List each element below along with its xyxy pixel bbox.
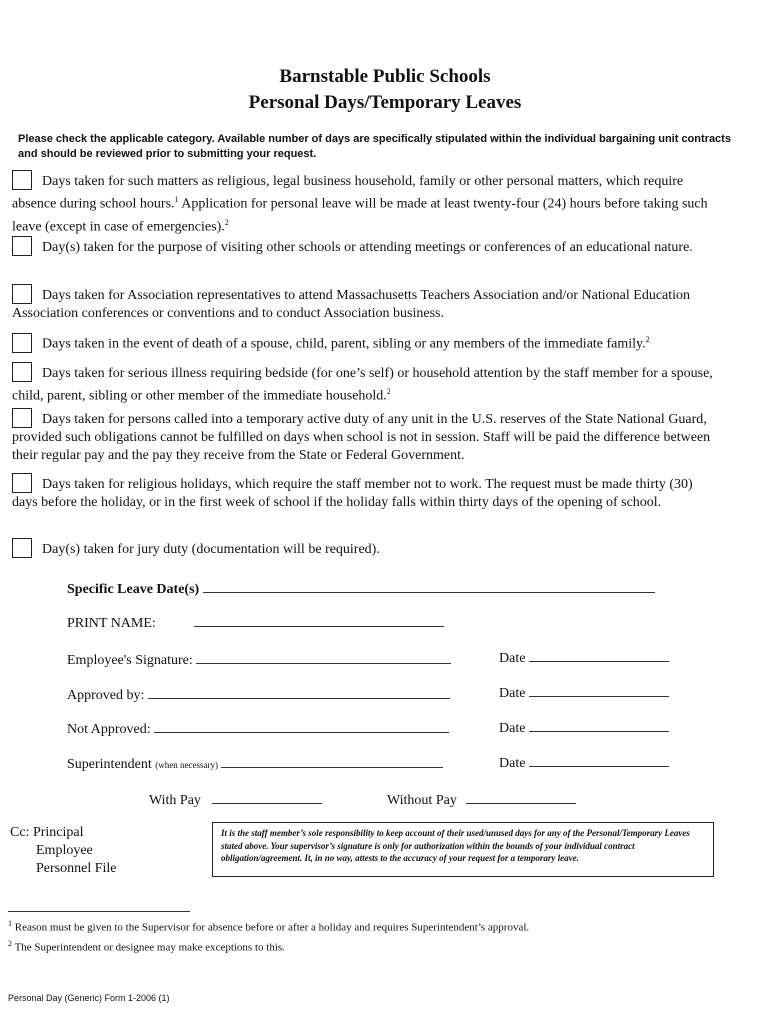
superintendent-input[interactable]	[221, 753, 443, 768]
checkbox-association[interactable]	[12, 284, 32, 304]
with-pay-row	[149, 789, 322, 809]
responsibility-notice: It is the staff member’s sole responsibility to keep account of their used/unused days for any of the Personal/Temporary Leaves stated above. Your supervisor’s signature is only for authorization within the bounds of your individual contract obligation/agreement. It, in no way, attests to the accuracy of your request for a temporary leave.	[212, 822, 714, 877]
not-approved-input[interactable]	[154, 718, 449, 733]
employee-signature-input[interactable]	[196, 649, 451, 664]
when-necessary-note: (when necessary)	[155, 760, 218, 770]
employee-date-label: Date	[499, 651, 526, 666]
print-name-row	[67, 612, 444, 632]
superintendent-row	[67, 753, 443, 773]
form-id: Personal Day (Generic) Form 1-2006 (1)	[8, 993, 170, 1003]
not-approved-date-row	[499, 717, 669, 737]
not-approved-date-label: Date	[499, 721, 526, 736]
leave-dates-label: Specific Leave Date(s)	[67, 582, 200, 597]
with-pay-label: With Pay	[149, 793, 201, 808]
superintendent-date-row	[499, 752, 669, 772]
approved-by-input[interactable]	[148, 684, 450, 699]
superintendent-date-label: Date	[499, 756, 526, 771]
approved-date-input[interactable]	[529, 682, 669, 697]
footnote-divider	[8, 911, 190, 912]
superintendent-label: Superintendent	[67, 757, 152, 772]
category-death: Days taken in the event of death of a spouse, child, parent, sibling or any members of the immediate family.$^2$	[12, 331, 717, 354]
category-religious: Days taken for religious holidays, which require the staff member not to work. The request must be made thirty (30) days before the holiday, or in the first week of school if the holiday falls within thirty days of the opening of school.	[12, 473, 717, 512]
category-association: Days taken for Association representatives to attend Massachusetts Teachers Association and/or National Education Association conferences or conventions and to conduct Association business.	[12, 284, 717, 323]
category-reserves: Days taken for persons called into a temporary active duty of any unit in the U.S. reserves of the State National Guard, provided such obligations cannot be fulfilled on days when school is not in session. Staff will be paid the difference between their regular pay and the pay they receive from the State or Federal Government.	[12, 408, 717, 465]
not-approved-label: Not Approved:	[67, 722, 151, 737]
cc-principal: Cc: Principal	[10, 825, 84, 840]
approved-date-row	[499, 682, 669, 702]
without-pay-label: Without Pay	[387, 793, 457, 808]
checkbox-death[interactable]	[12, 333, 32, 353]
category-visiting: Day(s) taken for the purpose of visiting other schools or attending meetings or conferences of an educational nature.	[12, 236, 717, 257]
intro-instructions: Please check the applicable category. Available number of days are specifically stipulated within the individual bargaining unit contracts and should be reviewed prior to submitting your request.	[18, 133, 731, 160]
without-pay-row	[387, 789, 576, 809]
title-school: Barnstable Public Schools	[279, 66, 491, 87]
leave-dates-input[interactable]	[203, 578, 655, 593]
footnote-2: $^2$ The Superintendent or designee may make exceptions to this.	[8, 938, 285, 954]
employee-signature-label: Employee's Signature:	[67, 653, 193, 668]
without-pay-input[interactable]	[466, 789, 576, 804]
print-name-input[interactable]	[194, 612, 444, 627]
checkbox-illness[interactable]	[12, 362, 32, 382]
checkbox-personal[interactable]	[12, 170, 32, 190]
approved-by-label: Approved by:	[67, 688, 145, 703]
employee-date-input[interactable]	[529, 647, 669, 662]
approved-by-row	[67, 684, 450, 704]
approved-date-label: Date	[499, 686, 526, 701]
checkbox-visiting[interactable]	[12, 236, 32, 256]
employee-signature-row	[67, 649, 451, 669]
not-approved-row	[67, 718, 449, 738]
checkbox-reserves[interactable]	[12, 408, 32, 428]
print-name-label: PRINT NAME:	[67, 616, 156, 631]
leave-dates-row	[67, 578, 655, 598]
category-illness: Days taken for serious illness requiring bedside (for one’s self) or household attention by the staff member for a spouse, child, parent, sibling or other member of the immediate household.$^2$	[12, 362, 717, 406]
with-pay-input[interactable]	[212, 789, 322, 804]
employee-date-row	[499, 647, 669, 667]
checkbox-religious[interactable]	[12, 473, 32, 493]
not-approved-date-input[interactable]	[529, 717, 669, 732]
cc-personnel-file: Personnel File	[36, 861, 117, 876]
footnote-1: $^1$ Reason must be given to the Supervisor for absence before or after a holiday and requires Superintendent’s approval.	[8, 919, 530, 934]
checkbox-jury[interactable]	[12, 538, 32, 558]
category-jury: Day(s) taken for jury duty (documentation will be required).	[12, 538, 717, 559]
superintendent-date-input[interactable]	[529, 752, 669, 767]
footnotes	[8, 916, 728, 955]
title-form: Personal Days/Temporary Leaves	[248, 92, 522, 113]
cc-employee: Employee	[36, 843, 93, 858]
category-personal: Days taken for such matters as religious, legal business household, family or other personal matters, which require absence during school hours.$^1$ Application for personal leave will be made at least twenty-four (24) hours before taking such leave (except in case of emergencies).$^2$	[12, 170, 717, 236]
cc-list	[10, 824, 117, 878]
